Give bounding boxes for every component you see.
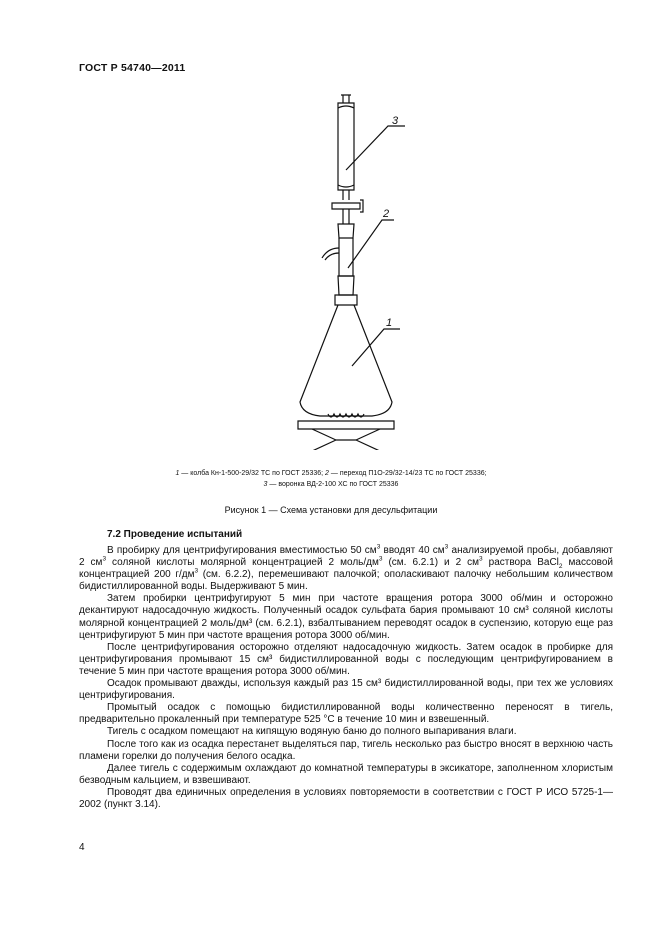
paragraph-1: В пробирку для центрифугирования вместимостью 50 $см^3$ вводят 40 $см^3$ анализируемой пробы, добавляют 2 $см^3$ соляной кислоты молярной концентрацией 2 моль/$дм^3$ (см. 6.2.1) и 2 $см^3$ раствора BaCl$_2$ массовой концентрацией 200 $г/дм^3$ (см. 6.2.2), перемешивают палочкой; ополаскивают палочку небольшим количеством бидистиллированной воды. Выдерживают 5 мин. <box>79 543 613 593</box>
section-heading: 7.2 Проведение испытаний <box>107 529 243 540</box>
document-header: ГОСТ Р 54740—2011 <box>79 62 186 74</box>
figure-title: Рисунок 1 — Схема установки для десульфитации <box>224 505 438 515</box>
paragraph-9: Проводят два единичных определения в условиях повторяемости в соответствии с ГОСТ Р ИСО 5725-1—2002 (пункт 3.14). <box>79 786 613 810</box>
callout-1: 1 <box>386 317 393 329</box>
section-7-2 <box>79 529 613 811</box>
page-number: 4 <box>79 842 85 853</box>
figure-note-line-2: 3 — воронка ВД-2-100 ХС по ГОСТ 25336 <box>263 481 399 488</box>
callout-2: 2 <box>383 208 390 220</box>
figure-note-line-1: 1 — колба Кн-1-500-29/32 ТС по ГОСТ 25336; 2 — переход П1О-29/32-14/23 ТС по ГОСТ 25336; <box>175 470 487 477</box>
paragraph-8: Далее тигель с содержимым охлаждают до комнатной температуры в эксикаторе, заполненном хлористым безводным кальцием, и взвешивают. <box>79 762 613 786</box>
paragraph-3: После центрифугирования осторожно отделяют надосадочную жидкость. Затем осадок в пробирке для центрифугирования промывают 15 см³ бидистиллированной воды с последующим центрифугированием в течение 5 мин при частоте вращения ротора 3000 об/мин. <box>79 641 613 677</box>
callout-3: 3 <box>392 115 399 127</box>
desulfitation-apparatus-diagram <box>280 90 430 450</box>
paragraph-4: Осадок промывают дважды, используя каждый раз 15 см³ бидистиллированной воды, при тех же условиях центрифугирования. <box>79 678 613 702</box>
figure-notes <box>100 468 562 490</box>
paragraph-7: После того как из осадка перестанет выделяться пар, тигель несколько раз быстро вносят в верхнюю часть пламени горелки до получения белого осадка. <box>79 738 613 762</box>
paragraph-2: Затем пробирки центрифугируют 5 мин при частоте вращения ротора 3000 об/мин и осторожно декантируют надосадочную жидкость. Полученный осадок сульфата бария промывают 10 см³ соляной кислоты молярной концентрацией 2 моль/дм³ (см. 6.2.1), взбалтыванием переводят осадок в суспензию, которую еще раз центрифугируют 5 мин при частоте вращения ротора 3000 об/мин. <box>79 593 613 641</box>
paragraph-5: Промытый осадок с помощью бидистиллированной воды количественно переносят в тигель, предварительно прокаленный при температуре 525 °С в течение 10 мин и взвешенный. <box>79 702 613 726</box>
paragraph-6: Тигель с осадком помещают на кипящую водяную баню до полного выпаривания влаги. <box>107 726 517 738</box>
